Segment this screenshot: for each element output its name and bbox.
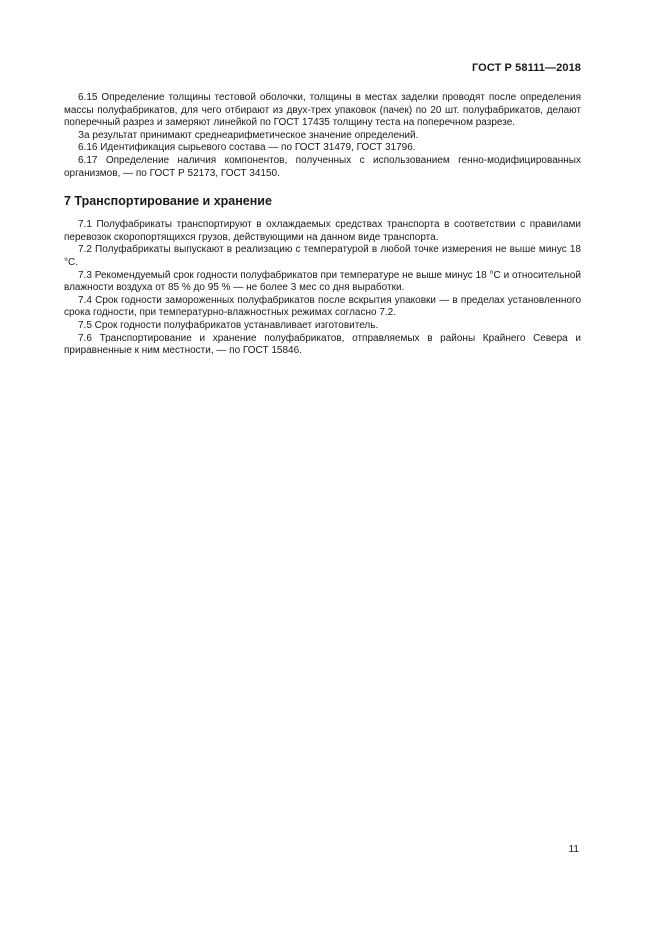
page-number: 11 (568, 844, 579, 855)
document-body (64, 92, 581, 358)
standard-code-header: ГОСТ Р 58111—2018 (471, 62, 581, 74)
paragraph-6-17: 6.17 Определение наличия компонентов, полученных с использованием генно-модифицированных организмов, — по ГОСТ Р 52173, ГОСТ 34150. (64, 154, 581, 179)
paragraph-7-1: 7.1 Полуфабрикаты транспортируют в охлаждаемых средствах транспорта в соответствии с правилами перевозок скоропортящихся грузов, действующими на данном виде транспорта. (64, 219, 581, 243)
paragraph-7-3: 7.3 Рекомендуемый срок годности полуфабрикатов при температуре не выше минус 18 °С и относительной влажности воздуха от 85 % до 95 % — не более 3 мес со дня выработки. (64, 269, 581, 294)
paragraph-7-4: 7.4 Срок годности замороженных полуфабрикатов после вскрытия упаковки — в пределах установленного срока годности, при температурно-влажностных режимах согласно 7.2. (64, 294, 581, 319)
paragraph-7-5: 7.5 Срок годности полуфабрикатов устанавливает изготовитель. (78, 319, 379, 331)
section-7-heading: 7 Транспортирование и хранение (64, 194, 272, 209)
paragraph-7-6: 7.6 Транспортирование и хранение полуфабрикатов, отправляемых в районы Крайнего Севера и приравненные к ним местности, — по ГОСТ 15846. (64, 332, 581, 357)
paragraph-6-15: 6.15 Определение толщины тестовой оболочки, толщины в местах заделки проводят после определения массы полуфабрикатов, для чего отбирают из двух-трех упаковок (пачек) по 20 шт. полуфабрикатов, делают поперечный разрез и замеряют линейкой по ГОСТ 17435 толщину теста на поперечном разрезе. (64, 92, 581, 129)
paragraph-6-15-result: За результат принимают среднеарифметическое значение определений. (78, 129, 419, 141)
paragraph-7-2: 7.2 Полуфабрикаты выпускают в реализацию с температурой в любой точке измерения не выше минус 18 °С. (64, 244, 581, 268)
paragraph-6-16: 6.16 Идентификация сырьевого состава — по ГОСТ 31479, ГОСТ 31796. (78, 142, 416, 154)
